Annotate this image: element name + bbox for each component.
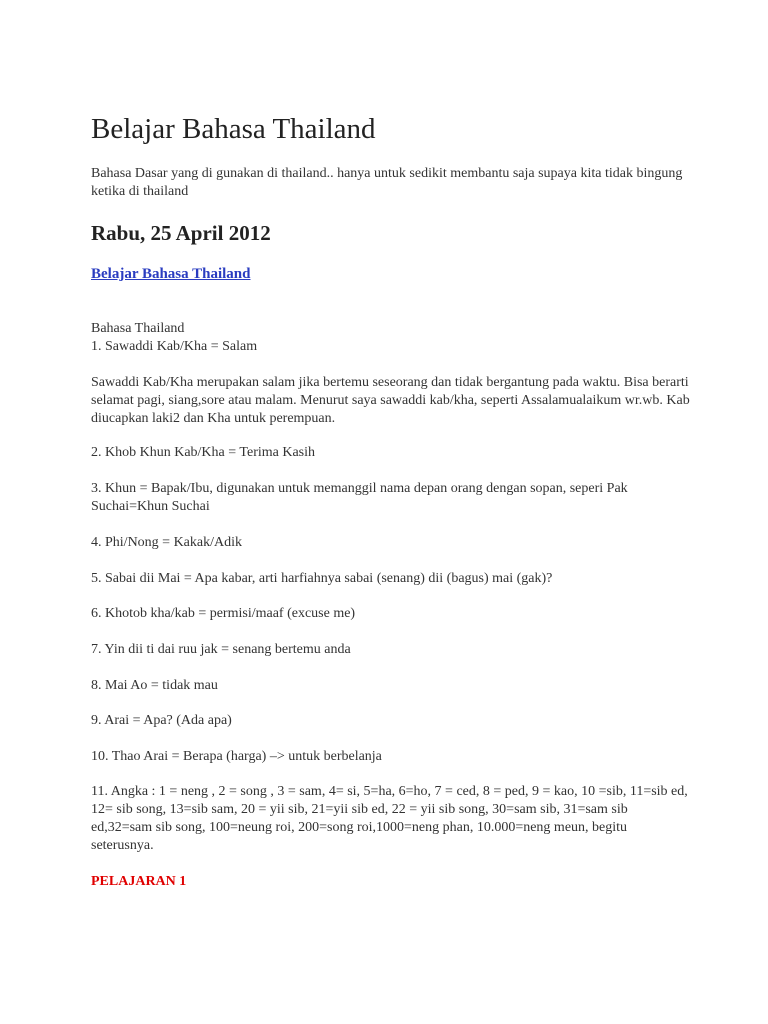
- post-paragraph-item-6: 6. Khotob kha/kab = permisi/maaf (excuse me): [91, 606, 356, 621]
- post-date-header: Rabu, 25 April 2012: [91, 221, 271, 245]
- post-paragraph-item-7: 7. Yin dii ti dai ruu jak = senang bertemu anda: [91, 642, 351, 657]
- post-paragraph-item-4: 4. Phi/Nong = Kakak/Adik: [91, 535, 242, 550]
- post-paragraph-item-3: 3. Khun = Bapak/Ibu, digunakan untuk memanggil nama depan orang dengan sopan, seperi Pak Suchai=Khun Suchai: [91, 481, 628, 514]
- post-paragraph-item-10: 10. Thao Arai = Berapa (harga) –> untuk berbelanja: [91, 749, 382, 764]
- blog-description: Bahasa Dasar yang di gunakan di thailand.. hanya untuk sedikit membantu saja supaya kita tidak bingung ketika di thailand: [91, 166, 683, 199]
- post-paragraph-intro: Bahasa Thailand 1. Sawaddi Kab/Kha = Salam: [91, 321, 258, 354]
- post-paragraph-item-8: 8. Mai Ao = tidak mau: [91, 678, 218, 693]
- post-title: [91, 264, 251, 284]
- post-paragraph-item-2: 2. Khob Khun Kab/Kha = Terima Kasih: [91, 445, 316, 460]
- lesson-heading: PELAJARAN 1: [91, 874, 187, 889]
- post-paragraph-salam-explanation: Sawaddi Kab/Kha merupakan salam jika bertemu seseorang dan tidak bergantung pada waktu. Bisa berarti selamat pagi, siang,sore atau malam. Menurut saya sawaddi kab/kha, seperti Assalamualaikum wr.wb. Kab diucapkan laki2 dan Kha untuk perempuan.: [91, 375, 690, 426]
- blog-title[interactable]: Belajar Bahasa Thailand: [91, 113, 376, 145]
- post-paragraph-item-9: 9. Arai = Apa? (Ada apa): [91, 713, 232, 728]
- post-paragraph-item-5: 5. Sabai dii Mai = Apa kabar, arti harfiahnya sabai (senang) dii (bagus) mai (gak)?: [91, 571, 553, 586]
- post-paragraph-item-11: 11. Angka : 1 = neng , 2 = song , 3 = sam, 4= si, 5=ha, 6=ho, 7 = ced, 8 = ped, 9 = kao, 10 =sib, 11=sib ed, 12= sib song, 13=sib sam, 20 = yii sib, 21=yii sib ed, 22 = yii sib song, 30=sam sib, 31=sam sib ed,32=sam sib song, 100=neung roi, 200=song roi,1000=neng phan, 10.000=neng meun, begitu seterusnya.: [91, 784, 688, 853]
- post-title-link[interactable]: Belajar Bahasa Thailand: [91, 266, 251, 282]
